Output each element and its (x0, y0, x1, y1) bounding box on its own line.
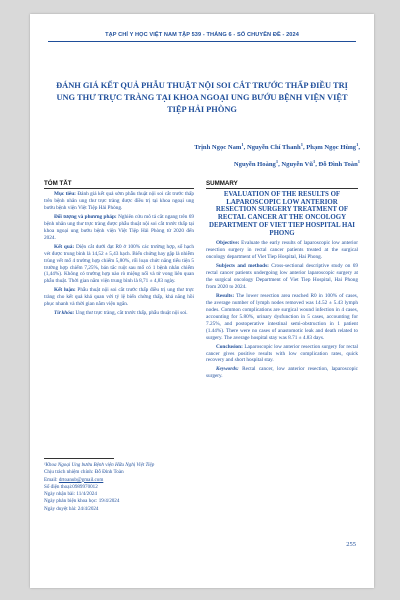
footnotes (44, 462, 194, 513)
objective-label-en: Objective: (216, 240, 240, 247)
keywords-text-vi: Ung thư trực tràng, cắt trước thấp, phẫu thuật nội soi. (75, 310, 188, 317)
author-name: Trịnh Ngọc Nam (194, 144, 242, 152)
author-name: Nguyễn Vũ (281, 161, 313, 169)
results-text-en: The lower resection area reached R0 in 100% of cases, the average number of lymph nodes removed was 14.52 ± 5.43 lymph nodes. Common complications are surgical wound infection in 4 cases, accounting for 5.80%, urinary dysfunction in 5 cases, accounting for 7.25%, and postoperative intestinal semi-obstruction in 1 patient (1.44%). There were no cases of anastomotic leak and death related to surgery. The average hospital stay was 8.71 ± 4.83 days. (206, 292, 358, 341)
results-label-en: Results: (216, 292, 235, 299)
author (319, 161, 360, 168)
methods-label-vi: Đối tượng và phương pháp: (54, 213, 117, 220)
conclusion-text-en: Laparoscopic low anterior resection surgery for rectal cancer gives positive results with low complication rates, quick recovery and short hospital stay. (206, 343, 359, 364)
author-affiliation-mark: 1 (312, 159, 316, 165)
email-line (44, 477, 194, 484)
author: Nguyễn Chí Thanh$^1$, (246, 142, 307, 152)
conclusion-text-vi: Phẫu thuật nội soi cắt trước thấp điều trị ung thư trực tràng cho kết quả khả quan với tỷ lệ biến chứng thấp, khả năng hồi phục nhanh và thời gian nằm viện ngắn. (44, 287, 195, 308)
conclusion-vi (44, 287, 194, 308)
conclusion-en (206, 344, 358, 365)
methods-vi (44, 214, 194, 242)
author-name: Phạm Ngọc Hùng (306, 144, 357, 152)
abstract-vi (44, 180, 194, 319)
author: Nguyễn Hoàng$^1$, (233, 159, 282, 169)
paper-page (30, 14, 374, 588)
affiliation-note: ¹Khoa Ngoại Ung bướu Bệnh viện Hữu Nghị Việt Tiệp (44, 462, 155, 468)
keywords-en (206, 366, 358, 380)
results-vi (44, 244, 194, 286)
journal-header: TẠP CHÍ Y HỌC VIỆT NAM TẬP 539 - THÁNG 6 - SỐ CHUYÊN ĐỀ - 2024 (105, 32, 299, 38)
methods-en (206, 263, 358, 291)
phone-line: Số điện thoại:0989970012 (44, 483, 98, 490)
results-en (206, 293, 358, 342)
author-affiliation-mark: 1 (356, 142, 359, 147)
article-title-en: EVALUATION OF THE RESULTS OF LAPAROSCOPIC LOW ANTERIOR RESECTION SURGERY TREATMENT OF RECTAL CANCER AT THE ONCOLOGY DEPARTMENT OF VIET TIEP HOSPITAL HAI PHONG (209, 191, 355, 237)
author-name: Đỗ Đình Toàn (318, 161, 358, 169)
received-date: Ngày nhận bài: 11/4/2024 (44, 491, 97, 498)
header-rule (48, 41, 356, 42)
author: Trịnh Ngọc Nam$^1$, (194, 142, 247, 152)
author: Phạm Ngọc Hùng$^1$, (306, 142, 360, 152)
author-list (150, 138, 360, 172)
methods-text-en: Cross-sectional descriptive study on 69 rectal cancer patients undergoing low anterior laparoscopic surgery at the surgical oncology Department of Viet Tiep Hospital, Hai Phong from 2020 to 2024. (206, 263, 359, 290)
objective-text-en: Evaluate the early results of laparoscopic low anterior resection surgery in rectal cancer patients treated at the surgical oncology department of Viet Tiep Hospital, Hai Phong. (206, 240, 358, 261)
results-label-vi: Kết quả: (54, 243, 75, 250)
methods-text-vi: Nghiên cứu mô tả cắt ngang trên 69 bệnh nhân ung thư trực tràng được phẫu thuật nội soi cắt trước thấp tại khoa ngoại ung bướu bệnh viện Việt Tiệp Hải Phòng từ 2020 đến 2024. (44, 213, 194, 241)
keywords-label-en: Keywords: (216, 366, 239, 373)
objective-en (206, 240, 358, 261)
corresponding-author: Chịu trách nhiệm chính: Đỗ Đình Toàn (44, 469, 124, 476)
author: Nguyễn $Vũ^1$, (281, 159, 319, 169)
objective-vi (44, 191, 194, 212)
article-title-vi: ĐÁNH GIÁ KẾT QUẢ PHẪU THUẬT NỘI SOI CẮT TRƯỚC THẤP ĐIỀU TRỊ UNG THƯ TRỰC TRÀNG TẠI KHOA NGOẠI UNG BƯỚU BỆNH VIỆN VIỆT TIỆP HẢI PHÒNG (56, 81, 348, 114)
objective-label-vi: Mục tiêu: (54, 191, 76, 197)
keywords-vi (44, 310, 194, 317)
author-affiliation-mark: 1 (241, 142, 244, 147)
author-name: Nguyễn Hoàng (233, 161, 276, 169)
methods-label-en: Subjects and methods: (216, 263, 269, 270)
abstract-heading-vi: TÓM TẮT (44, 180, 194, 189)
abstract-en (206, 180, 358, 382)
author-affiliation-mark: 1 (300, 142, 303, 147)
conclusion-label-en: Conclusion: (216, 343, 243, 350)
author-name: Nguyễn Chí Thanh (246, 144, 301, 152)
accepted-date: Ngày duyệt bài: 24/4/2024 (44, 505, 99, 512)
email-label: Email: (44, 476, 58, 483)
keywords-text-en: Rectal cancer, low anterior resection, laparoscopic surgery. (206, 366, 358, 380)
keywords-label-vi: Từ khóa: (54, 310, 75, 317)
email-link[interactable]: drtoanub@gmail.com (58, 476, 104, 483)
reviewed-date: Ngày phản biện khoa học: 19/4/2024 (44, 498, 120, 505)
conclusion-label-vi: Kết luận: (54, 287, 76, 294)
page-number: 255 (346, 541, 356, 548)
author-affiliation-mark: 1 (357, 159, 360, 165)
footnote-rule (44, 458, 114, 459)
author-affiliation-mark: 1 (275, 159, 279, 165)
results-text-vi: Diện cắt dưới đạt R0 ở 100% các trường hợp, số hạch vét được trung bình là 14,52 ± 5,43 hạch. Biến chứng hay gặp là nhiễm trùng vết mổ 4 trường hợp chiếm 5,80%, rối loạn chức năng tiểu tiện 5 trường hợp chiếm 7,25%, bán tắc ruột sau mổ có 1 bệnh nhân chiếm (1,44%). Không có trường hợp nào rò miệng nối và tử vong liên quan phẫu thuật. Thời gian nằm viện trung bình là 8,71 ± 4,83 ngày. (44, 243, 195, 285)
objective-text-vi: Đánh giá kết quả sớm phẫu thuật nội soi cắt trước thấp trên bệnh nhân ung thư trực tràng được điều trị tại khoa ngoại ung bướu bệnh viện Việt Tiệp Hải Phòng. (44, 191, 194, 211)
abstract-heading-en: SUMMARY (206, 180, 358, 189)
